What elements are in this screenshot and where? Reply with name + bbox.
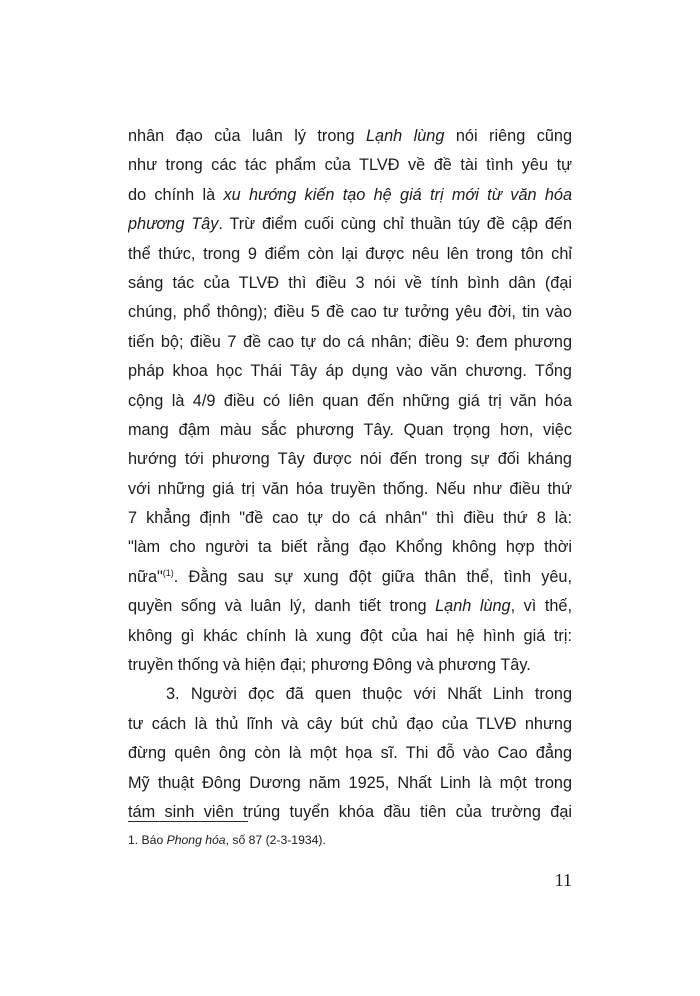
italic-text-run: xu hướng kiến tạo hệ giá trị mới từ văn hóa — [223, 185, 572, 204]
text-line — [128, 357, 572, 386]
page-number: 11 — [554, 870, 572, 890]
text-line — [128, 475, 572, 504]
text-run: tiến bộ; điều 7 đề cao tự do cá nhân; điều 9: đem phương — [128, 332, 572, 351]
text-run: nói riêng cũng — [444, 127, 572, 145]
footnote-suffix: , số 87 (2-3-1934). — [225, 833, 326, 847]
text-run: quyền sống và luân lý, danh tiết trong — [128, 597, 436, 616]
text-run: như trong các tác phẩm của TLVĐ về đề tài tình yêu tự — [128, 156, 572, 175]
footnote-title: Phong hóa — [166, 833, 226, 847]
text-run: , vì thế, — [510, 597, 572, 616]
text-run: nữa" — [128, 567, 163, 586]
text-run: Mỹ thuật Đông Dương năm 1925, Nhất Linh là một trong — [128, 773, 572, 792]
footnote-marker: (1) — [162, 567, 174, 578]
text-run: không gì khác chính là xung đột của hai hệ hình giá trị: — [128, 626, 572, 645]
text-line — [128, 445, 572, 474]
text-line — [128, 710, 572, 739]
text-line — [128, 533, 572, 562]
footnote — [128, 832, 572, 848]
text-run: tám sinh viên trúng tuyển khóa đầu tiên của trường đại — [128, 802, 572, 821]
footnote-prefix: 1. Báo — [128, 833, 167, 847]
text-line — [128, 298, 572, 327]
text-line — [128, 504, 572, 533]
italic-text-run: Lạnh lùng — [435, 597, 511, 616]
text-run: mang đậm màu sắc phương Tây. Quan trọng hơn, việc — [128, 420, 572, 439]
text-run: . Đằng sau sự xung đột giữa thân thể, tình yêu, — [173, 567, 572, 586]
text-line — [128, 269, 572, 298]
text-run: thể thức, trong 9 điểm còn lại được nêu lên trong tôn chỉ — [128, 244, 572, 263]
text-run: truyền thống và hiện đại; phương Đông và phương Tây. — [128, 656, 531, 675]
text-line — [128, 563, 572, 592]
text-run: 3. Người đọc đã quen thuộc với Nhất Linh trong — [166, 685, 572, 704]
text-run: . Trừ điểm cuối cùng chỉ thuần túy đề cập đến — [218, 215, 572, 234]
text-run: tư cách là thủ lĩnh và cây bút chủ đạo của TLVĐ nhưng — [128, 714, 572, 733]
text-run: do chính là — [128, 185, 224, 204]
text-run: nhân đạo của luân lý trong — [128, 127, 366, 145]
text-line — [128, 328, 572, 357]
text-line — [128, 739, 572, 768]
text-line — [128, 151, 572, 180]
text-run: hướng tới phương Tây được nói đến trong sự đối kháng — [128, 450, 572, 469]
text-run: sáng tác của TLVĐ thì điều 3 nói về tính bình dân (đại — [128, 273, 572, 292]
text-line — [128, 210, 572, 239]
text-run: chúng, phổ thông); điều 5 đề cao tư tưởng yêu đời, tin vào — [128, 303, 572, 322]
body-text — [128, 122, 572, 827]
text-line — [128, 387, 572, 416]
text-line — [128, 592, 572, 621]
italic-text-run: phương Tây — [128, 215, 219, 234]
italic-text-run: Lạnh lùng — [365, 127, 445, 145]
text-line — [128, 122, 572, 151]
footnote-divider — [128, 821, 248, 822]
text-line — [128, 181, 572, 210]
text-run: cộng là 4/9 điều có liên quan đến những giá trị văn hóa — [128, 391, 572, 410]
text-run: "làm cho người ta biết rằng đạo Khổng không hợp thời — [128, 538, 572, 557]
text-line — [128, 651, 572, 680]
text-line — [128, 680, 572, 709]
text-run: đừng quên ông còn là một họa sĩ. Thi đỗ vào Cao đẳng — [128, 744, 572, 763]
text-line — [128, 622, 572, 651]
text-run: với những giá trị văn hóa truyền thống. Nếu như điều thứ — [128, 479, 572, 498]
text-run: pháp khoa học Thái Tây áp dụng vào văn chương. Tổng — [128, 362, 572, 381]
text-line — [128, 416, 572, 445]
text-line — [128, 769, 572, 798]
text-run: 7 khẳng định "đề cao tự do cá nhân" thì điều thứ 8 là: — [128, 509, 572, 528]
text-line — [128, 798, 572, 827]
text-line — [128, 240, 572, 269]
